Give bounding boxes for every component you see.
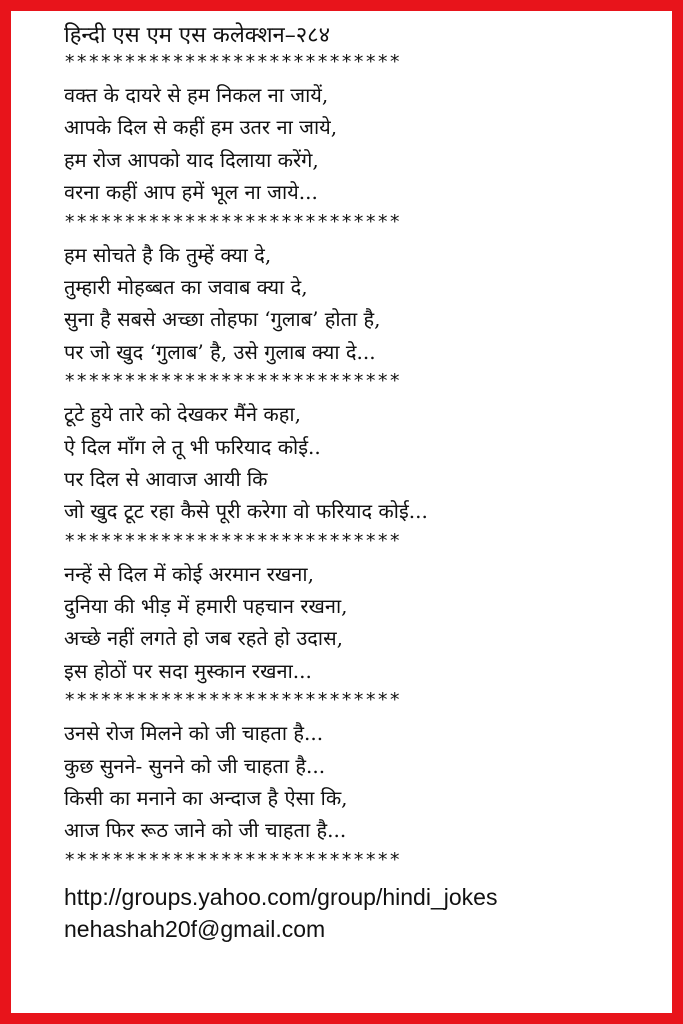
page-content (64, 21, 664, 945)
stanza-line: टूटे हुये तारे को देखकर मैंने कहा, (64, 402, 301, 427)
stanza-line: सुना है सबसे अच्छा तोहफा ‘गुलाब’ होता है, (64, 307, 381, 332)
stanza-line: आपके दिल से कहीं हम उतर ना जाये, (64, 115, 338, 140)
separator: **************************** (64, 370, 402, 393)
stanza-line: हम रोज आपको याद दिलाया करेंगे, (64, 147, 319, 172)
stanza-line: कुछ सुनने- सुनने को जी चाहता है... (64, 753, 326, 778)
separator: **************************** (64, 51, 402, 73)
stanza-line: अच्छे नहीं लगते हो जब रहते हो उदास, (64, 626, 343, 651)
stanza-line: नन्हें से दिल में कोई अरमान रखना, (64, 561, 314, 586)
stanza-line: वरना कहीं आप हमें भूल ना जाये... (64, 180, 318, 205)
sms-stanza-5 (64, 717, 664, 847)
stanza-line: वक्त के दायरे से हम निकल ना जायें, (64, 83, 329, 107)
separator: **************************** (64, 210, 402, 233)
stanza-line: इस होठों पर सदा मुस्कान रखना... (64, 658, 312, 683)
stanza-line: तुम्हारी मोहब्बत का जवाब क्या दे, (64, 274, 308, 299)
stanza-line: किसी का मनाने का अन्दाज है ऐसा कि, (64, 786, 348, 811)
sms-stanza-1 (64, 79, 664, 209)
sms-stanza-3 (64, 398, 664, 528)
stanza-line: उनसे रोज मिलने को जी चाहता है... (64, 721, 324, 746)
stanza-line: हम सोचते है कि तुम्हें क्या दे, (64, 242, 272, 267)
stanza-line: ऐ दिल माँग ले तू भी फरियाद कोई.. (64, 434, 321, 459)
email-address[interactable]: nehashah20f@gmail.com (64, 915, 326, 942)
separator: **************************** (64, 848, 402, 871)
sms-stanza-4 (64, 558, 664, 688)
separator: **************************** (64, 529, 402, 552)
page-title: हिन्दी एस एम एस कलेक्शन–२८४ (64, 23, 331, 48)
separator: **************************** (64, 689, 402, 712)
group-url-link[interactable]: http://groups.yahoo.com/group/hindi_jokes (64, 883, 498, 910)
stanza-line: पर जो खुद ‘गुलाब’ है, उसे गुलाब क्या दे... (64, 339, 376, 364)
stanza-line: दुनिया की भीड़ में हमारी पहचान रखना, (64, 594, 348, 619)
sms-stanza-2 (64, 239, 664, 369)
stanza-line: पर दिल से आवाज आयी कि (64, 466, 268, 491)
footer (64, 881, 664, 945)
stanza-line: जो खुद टूट रहा कैसे पूरी करेगा वो फरियाद कोई... (64, 499, 428, 524)
stanza-line: आज फिर रूठ जाने को जी चाहता है... (64, 818, 347, 843)
